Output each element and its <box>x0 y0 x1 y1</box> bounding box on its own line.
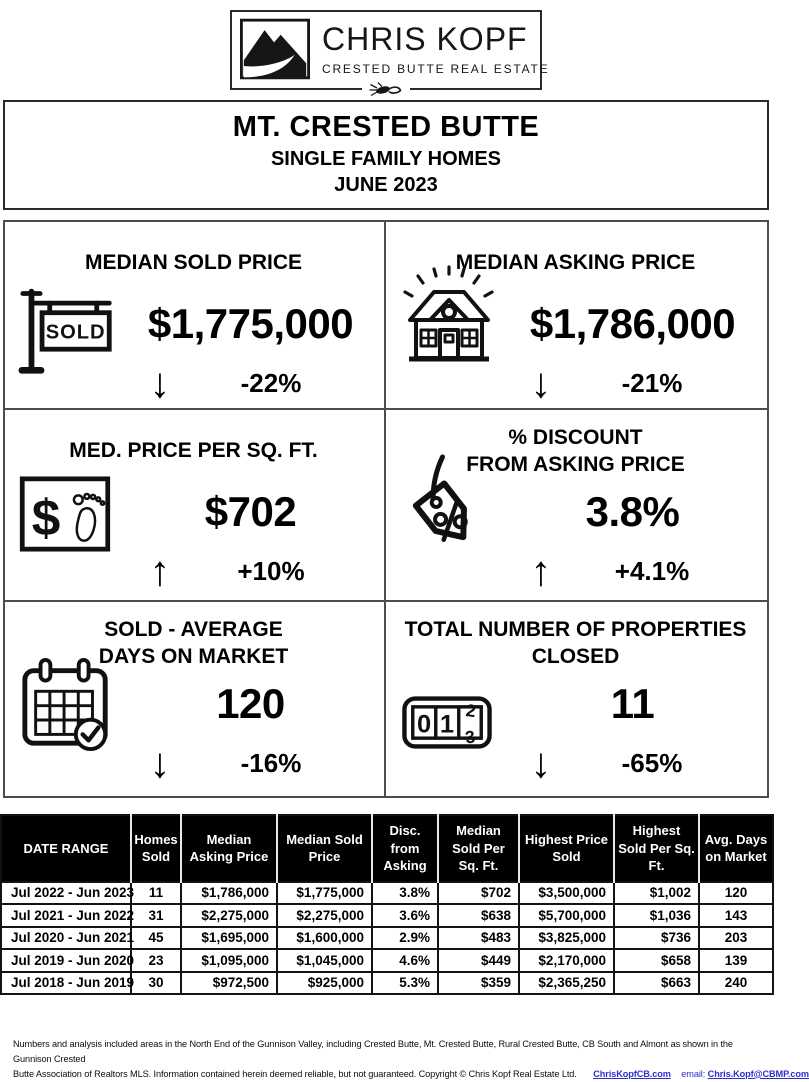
table-cell: $1,775,000 <box>277 882 372 905</box>
fly-fishing-icon <box>362 81 410 99</box>
down-arrow-icon: ↓ <box>149 739 171 786</box>
table-cell: $2,170,000 <box>519 949 614 972</box>
table-cell: $3,825,000 <box>519 927 614 950</box>
table-row <box>1 972 773 995</box>
table-cell: 5.3% <box>372 972 438 995</box>
report-subtitle: SINGLE FAMILY HOMES <box>270 148 502 170</box>
table-cell: $449 <box>438 949 519 972</box>
stat-card-median-sold-price <box>5 222 386 410</box>
table-cell: $638 <box>438 904 519 927</box>
stat-change: +4.1% <box>614 555 690 586</box>
table-cell: $1,045,000 <box>277 949 372 972</box>
stat-card-avg-days-on-market <box>5 602 386 796</box>
house-icon <box>396 262 500 374</box>
table-cell: Jul 2022 - Jun 2023 <box>1 882 131 905</box>
stat-title: SOLD - AVERAGE DAYS ON MARKET <box>98 617 289 668</box>
stat-value: 120 <box>216 680 285 727</box>
table-cell: Jul 2020 - Jun 2021 <box>1 927 131 950</box>
table-cell: $2,365,250 <box>519 972 614 995</box>
table-cell: $1,786,000 <box>181 882 277 905</box>
stat-title: % DISCOUNT FROM ASKING PRICE <box>466 425 685 476</box>
table-cell: $663 <box>614 972 699 995</box>
table-cell: Jul 2019 - Jun 2020 <box>1 949 131 972</box>
table-cell: $1,095,000 <box>181 949 277 972</box>
table-row <box>1 882 773 905</box>
table-cell: 3.8% <box>372 882 438 905</box>
table-header-cell: DATE RANGE <box>1 815 131 882</box>
mountain-logo-icon <box>240 18 310 80</box>
table-cell: 120 <box>699 882 773 905</box>
table-cell: 11 <box>131 882 181 905</box>
table-cell: $483 <box>438 927 519 950</box>
svg-text:$: $ <box>31 488 61 546</box>
down-arrow-icon: ↓ <box>149 359 171 406</box>
report-title: MT. CRESTED BUTTE <box>232 111 540 143</box>
table-row <box>1 927 773 950</box>
svg-text:2: 2 <box>464 700 478 722</box>
table-cell: 23 <box>131 949 181 972</box>
stat-card-discount-from-asking <box>386 410 767 602</box>
table-header-cell: Homes Sold <box>131 815 181 882</box>
table-cell: 143 <box>699 904 773 927</box>
table-cell: $2,275,000 <box>181 904 277 927</box>
table-cell: 30 <box>131 972 181 995</box>
svg-text:SOLD: SOLD <box>45 321 106 344</box>
logo-tagline: CRESTED BUTTE REAL ESTATE <box>322 61 550 76</box>
report-title-box <box>3 100 769 210</box>
table-cell: $359 <box>438 972 519 995</box>
stats-panel <box>3 220 769 798</box>
svg-text:0: 0 <box>416 710 432 739</box>
table-cell: 203 <box>699 927 773 950</box>
stat-change: -22% <box>240 367 302 398</box>
up-arrow-icon: ↑ <box>149 547 171 594</box>
table-cell: $1,002 <box>614 882 699 905</box>
stat-change: +10% <box>237 555 305 586</box>
stat-card-total-properties-closed <box>386 602 767 796</box>
stat-title: MEDIAN SOLD PRICE <box>84 251 302 275</box>
stat-value: $702 <box>204 488 297 535</box>
table-header-cell: Median Asking Price <box>181 815 277 882</box>
logo-box <box>230 10 550 90</box>
report-date: JUNE 2023 <box>334 174 438 196</box>
table-cell: $1,695,000 <box>181 927 277 950</box>
stat-card-median-asking-price <box>386 222 767 410</box>
table-cell: $3,500,000 <box>519 882 614 905</box>
table-cell: Jul 2021 - Jun 2022 <box>1 904 131 927</box>
table-row <box>1 949 773 972</box>
stat-value: 3.8% <box>585 488 680 535</box>
table-cell: $925,000 <box>277 972 372 995</box>
table-cell: $5,700,000 <box>519 904 614 927</box>
counter-icon <box>402 696 492 749</box>
table-cell: 31 <box>131 904 181 927</box>
stat-change: -21% <box>621 367 683 398</box>
stat-title: MED. PRICE PER SQ. FT. <box>69 439 318 463</box>
email-link[interactable]: Chris.Kopf@CBMP.com <box>707 1068 809 1079</box>
table-cell: 4.6% <box>372 949 438 972</box>
disclaimer-line1: Numbers and analysis included areas in the North End of the Gunnison Valley, including Crested Butte, Mt. Crested Butte, Rural Crested Butte, CB South and Almont as shown in the Gunnison Crested <box>13 1039 733 1065</box>
table-header-row <box>1 815 773 882</box>
stat-value: $1,786,000 <box>529 300 736 347</box>
table-cell: 240 <box>699 972 773 995</box>
table-cell: $2,275,000 <box>277 904 372 927</box>
table-header-cell: Disc. from Asking <box>372 815 438 882</box>
table-cell: 139 <box>699 949 773 972</box>
disclaimer-footer <box>13 1037 809 1081</box>
table-cell: $972,500 <box>181 972 277 995</box>
table-header-cell: Median Sold Price <box>277 815 372 882</box>
table-cell: 2.9% <box>372 927 438 950</box>
disclaimer-text: Butte Association of Realtors MLS. Information contained herein deemed reliable, but not guaranteed. Copyright © Chris Kopf Real Estate Ltd. <box>13 1068 577 1079</box>
stat-card-median-price-per-sqft <box>5 410 386 602</box>
stat-title: MEDIAN ASKING PRICE <box>455 251 696 275</box>
stat-title: TOTAL NUMBER OF PROPERTIES CLOSED <box>404 617 747 668</box>
disclaimer-line2 <box>13 1067 809 1082</box>
up-arrow-icon: ↑ <box>530 547 552 594</box>
stat-change: -16% <box>240 747 302 778</box>
table-cell: $658 <box>614 949 699 972</box>
table-header-cell: Avg. Days on Market <box>699 815 773 882</box>
sold-sign-icon <box>19 284 115 376</box>
logo-text <box>322 20 550 76</box>
history-table <box>0 814 774 995</box>
table-header-cell: Median Sold Per Sq. Ft. <box>438 815 519 882</box>
dollar-per-sqft-icon <box>19 476 111 552</box>
stat-change: -65% <box>621 747 683 778</box>
calendar-check-icon <box>19 656 115 756</box>
table-cell: $736 <box>614 927 699 950</box>
logo-header <box>0 0 772 90</box>
table-cell: $702 <box>438 882 519 905</box>
svg-text:3: 3 <box>463 726 477 748</box>
table-cell: $1,600,000 <box>277 927 372 950</box>
table-header-cell: Highest Price Sold <box>519 815 614 882</box>
discount-tag-icon <box>400 460 500 564</box>
table-header-cell: Highest Sold Per Sq. Ft. <box>614 815 699 882</box>
stat-value: $1,775,000 <box>147 300 354 347</box>
down-arrow-icon: ↓ <box>530 359 552 406</box>
logo-brand-name: CHRIS KOPF <box>322 20 528 57</box>
down-arrow-icon: ↓ <box>530 739 552 786</box>
stat-value: 11 <box>610 680 655 727</box>
table-cell: $1,036 <box>614 904 699 927</box>
table-cell: Jul 2018 - Jun 2019 <box>1 972 131 995</box>
stat-foot <box>15 544 372 598</box>
svg-text:1: 1 <box>439 710 455 739</box>
website-link[interactable]: ChrisKopfCB.com <box>593 1068 671 1079</box>
table-cell: 45 <box>131 927 181 950</box>
table-cell: 3.6% <box>372 904 438 927</box>
table-row <box>1 904 773 927</box>
email-label: email: <box>681 1068 706 1079</box>
